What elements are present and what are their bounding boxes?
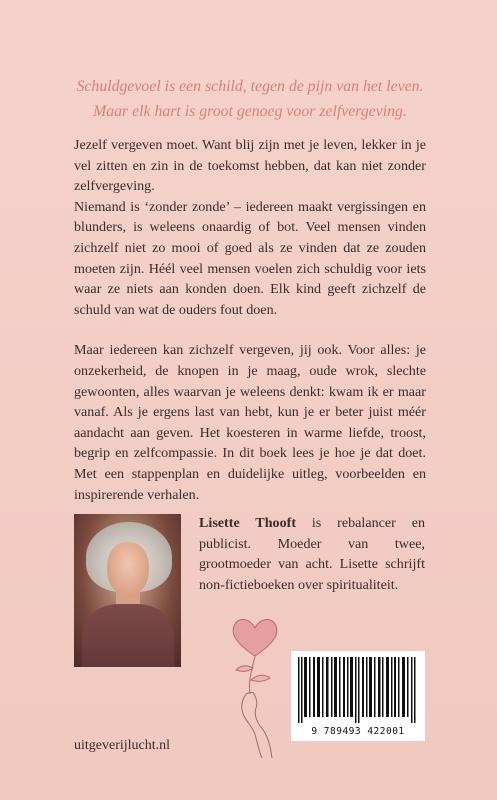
hand-heart-illustration bbox=[210, 608, 300, 758]
isbn-barcode bbox=[291, 651, 425, 741]
hand-icon bbox=[242, 693, 272, 759]
publisher-website: uitgeverijlucht.nl bbox=[74, 738, 171, 753]
tagline-line-2: Maar elk hart is groot genoeg voor zelfvergeving. bbox=[93, 103, 407, 120]
blurb bbox=[74, 135, 426, 505]
blurb-paragraph-2: Niemand is ‘zonder zonde’ – iedereen maakt vergissingen en blunders, is weleens onaardig of bot. Veel mensen vinden zichzelf niet zo mooi of goed als ze vinden dat ze zouden moeten zijn. Héél veel mensen voelen zich schuldig voor iets waar ze niets aan konden doen. Elk kind geeft zichzelf de schuld van wat de ouders fout doen. bbox=[74, 198, 426, 318]
tagline-line-1: Schuldgevoel is een schild, tegen de pijn van het leven. bbox=[76, 78, 424, 95]
isbn-number: 9 789493 422001 bbox=[311, 726, 405, 737]
author-photo bbox=[74, 514, 181, 667]
author-bio bbox=[199, 513, 425, 595]
author-bio-text: is rebalancer en publicist. Moeder van twee, grootmoeder van acht. Lisette schrijft non-fictieboeken over spiritualiteit. bbox=[199, 515, 425, 593]
tagline bbox=[40, 74, 460, 124]
author-name: Lisette Thooft bbox=[199, 515, 297, 531]
stem-icon bbox=[236, 656, 270, 694]
barcode-bars bbox=[296, 657, 420, 723]
heart-icon bbox=[233, 619, 277, 656]
blurb-paragraph-1: Jezelf vergeven moet. Want blij zijn met je leven, lekker in je vel zitten en zin in de toekomst hebben, dat kan niet zonder zelfvergeving. bbox=[74, 137, 426, 195]
blurb-paragraph-3: Maar iedereen kan zichzelf vergeven, jij ook. Voor alles: je onzekerheid, de knopen in je maag, oude wrok, slechte gewoonten, alles waarvan je weleens denkt: kwam ik er maar vanaf. Als je ergens last van hebt, kun je er beter juist méér aandacht aan geven. Het koesteren in warme liefde, troost, begrip en zelfcompassie. In dit boek lees je hoe je dat doet. Met een stappenplan en duidelijke uitleg, voorbeelden en inspirerende verhalen. bbox=[74, 342, 426, 503]
